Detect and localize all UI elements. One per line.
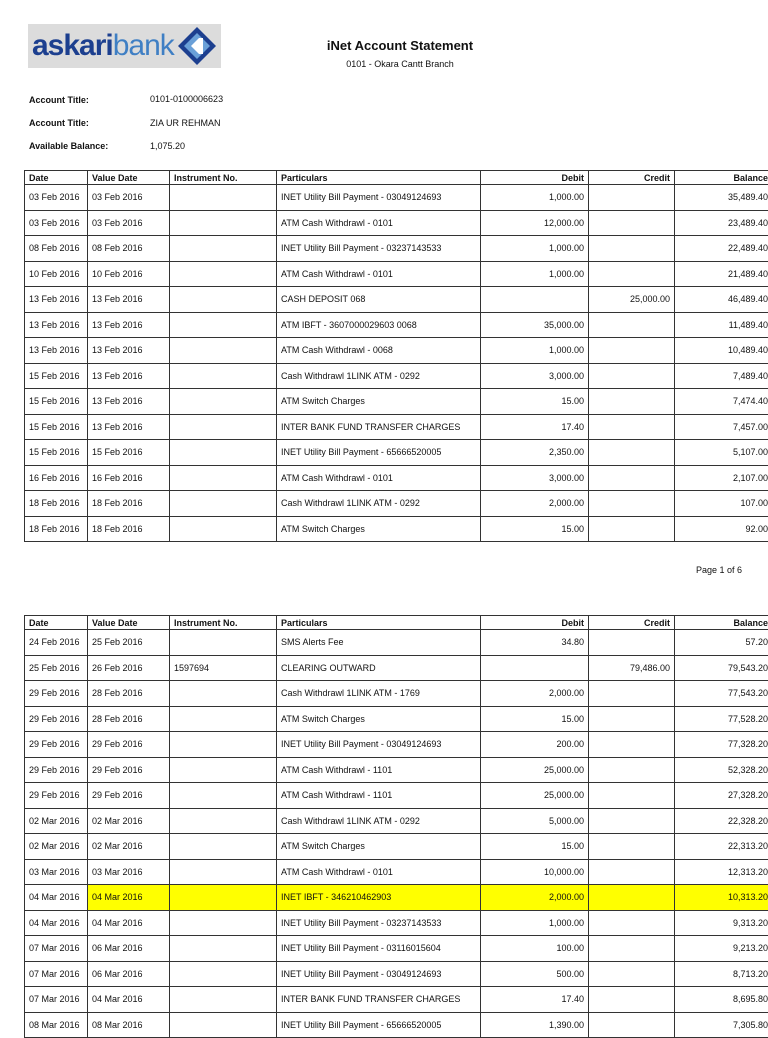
cell-instrument-no: [170, 389, 277, 415]
cell-debit: 3,000.00: [481, 363, 589, 389]
cell-value-date: 10 Feb 2016: [88, 261, 170, 287]
cell-debit: 5,000.00: [481, 808, 589, 834]
cell-instrument-no: [170, 630, 277, 656]
cell-instrument-no: [170, 732, 277, 758]
cell-credit: [589, 681, 675, 707]
cell-date: 15 Feb 2016: [25, 414, 88, 440]
cell-debit: 15.00: [481, 706, 589, 732]
column-header-instrument-no: Instrument No.: [170, 616, 277, 630]
table-row: [25, 389, 768, 415]
table-row: [25, 936, 768, 962]
table-row: [25, 185, 768, 211]
cell-debit: 15.00: [481, 389, 589, 415]
cell-balance: 35,489.40: [675, 185, 768, 211]
column-header-credit: Credit: [589, 171, 675, 185]
table-row: [25, 859, 768, 885]
cell-date: 02 Mar 2016: [25, 808, 88, 834]
table-row: [25, 987, 768, 1013]
column-header-debit: Debit: [481, 616, 589, 630]
cell-debit: 10,000.00: [481, 859, 589, 885]
column-header-credit: Credit: [589, 616, 675, 630]
cell-date: 07 Mar 2016: [25, 961, 88, 987]
table-row: [25, 961, 768, 987]
cell-date: 16 Feb 2016: [25, 465, 88, 491]
cell-particulars: ATM Cash Withdrawl - 0101: [277, 465, 481, 491]
cell-credit: [589, 630, 675, 656]
cell-balance: 77,528.20: [675, 706, 768, 732]
cell-instrument-no: 1597694: [170, 655, 277, 681]
cell-particulars: INET Utility Bill Payment - 03049124693: [277, 732, 481, 758]
table-row: [25, 261, 768, 287]
bank-logo: [28, 24, 221, 68]
cell-value-date: 03 Mar 2016: [88, 859, 170, 885]
column-header-value-date: Value Date: [88, 616, 170, 630]
cell-value-date: 13 Feb 2016: [88, 363, 170, 389]
cell-value-date: 26 Feb 2016: [88, 655, 170, 681]
cell-balance: 5,107.00: [675, 440, 768, 466]
cell-debit: 35,000.00: [481, 312, 589, 338]
cell-credit: [589, 261, 675, 287]
cell-credit: [589, 936, 675, 962]
cell-debit: [481, 655, 589, 681]
available-balance-value: 1,075.20: [150, 141, 185, 151]
cell-balance: 22,328.20: [675, 808, 768, 834]
cell-particulars: ATM Cash Withdrawl - 1101: [277, 783, 481, 809]
cell-particulars: INTER BANK FUND TRANSFER CHARGES: [277, 987, 481, 1013]
cell-instrument-no: [170, 261, 277, 287]
cell-balance: 22,489.40: [675, 236, 768, 262]
cell-instrument-no: [170, 910, 277, 936]
cell-particulars: ATM Cash Withdrawl - 0101: [277, 210, 481, 236]
cell-credit: [589, 185, 675, 211]
cell-particulars: Cash Withdrawl 1LINK ATM - 0292: [277, 808, 481, 834]
table-header-row: [25, 171, 768, 185]
cell-particulars: ATM Switch Charges: [277, 706, 481, 732]
cell-instrument-no: [170, 363, 277, 389]
cell-debit: 17.40: [481, 987, 589, 1013]
cell-date: 03 Feb 2016: [25, 185, 88, 211]
column-header-particulars: Particulars: [277, 616, 481, 630]
table-row: [25, 885, 768, 911]
cell-date: 04 Mar 2016: [25, 885, 88, 911]
account-number: 0101-0100006623: [150, 94, 223, 104]
cell-debit: 1,390.00: [481, 1012, 589, 1038]
cell-balance: 10,313.20: [675, 885, 768, 911]
cell-date: 04 Mar 2016: [25, 910, 88, 936]
table-row: [25, 465, 768, 491]
cell-particulars: INET Utility Bill Payment - 03116015604: [277, 936, 481, 962]
cell-instrument-no: [170, 338, 277, 364]
cell-debit: 1,000.00: [481, 236, 589, 262]
cell-credit: [589, 389, 675, 415]
cell-balance: 8,695.80: [675, 987, 768, 1013]
cell-debit: 2,000.00: [481, 681, 589, 707]
cell-credit: [589, 338, 675, 364]
table-row: [25, 655, 768, 681]
cell-value-date: 04 Mar 2016: [88, 910, 170, 936]
cell-particulars: ATM Switch Charges: [277, 389, 481, 415]
cell-instrument-no: [170, 808, 277, 834]
cell-particulars: INET Utility Bill Payment - 03237143533: [277, 236, 481, 262]
cell-date: 29 Feb 2016: [25, 732, 88, 758]
cell-value-date: 13 Feb 2016: [88, 414, 170, 440]
cell-instrument-no: [170, 287, 277, 313]
cell-debit: 100.00: [481, 936, 589, 962]
cell-balance: 77,543.20: [675, 681, 768, 707]
table-row: [25, 834, 768, 860]
cell-debit: 1,000.00: [481, 261, 589, 287]
cell-balance: 52,328.20: [675, 757, 768, 783]
cell-value-date: 06 Mar 2016: [88, 936, 170, 962]
cell-balance: 7,474.40: [675, 389, 768, 415]
cell-credit: [589, 210, 675, 236]
cell-date: 13 Feb 2016: [25, 312, 88, 338]
cell-particulars: INET Utility Bill Payment - 03049124693: [277, 961, 481, 987]
cell-particulars: ATM Cash Withdrawl - 0101: [277, 261, 481, 287]
cell-value-date: 02 Mar 2016: [88, 834, 170, 860]
cell-value-date: 06 Mar 2016: [88, 961, 170, 987]
cell-date: 15 Feb 2016: [25, 363, 88, 389]
table-row: [25, 783, 768, 809]
cell-instrument-no: [170, 414, 277, 440]
cell-balance: 22,313.20: [675, 834, 768, 860]
cell-credit: [589, 732, 675, 758]
cell-balance: 2,107.00: [675, 465, 768, 491]
cell-balance: 92.00: [675, 516, 768, 542]
cell-balance: 11,489.40: [675, 312, 768, 338]
cell-instrument-no: [170, 961, 277, 987]
cell-instrument-no: [170, 236, 277, 262]
table-row: [25, 630, 768, 656]
cell-date: 13 Feb 2016: [25, 338, 88, 364]
cell-particulars: ATM Switch Charges: [277, 516, 481, 542]
cell-debit: 2,000.00: [481, 885, 589, 911]
account-label-1: Account Title:: [29, 95, 89, 105]
cell-balance: 57.20: [675, 630, 768, 656]
cell-credit: [589, 859, 675, 885]
table-row: [25, 706, 768, 732]
cell-credit: 79,486.00: [589, 655, 675, 681]
cell-value-date: 29 Feb 2016: [88, 732, 170, 758]
cell-credit: [589, 414, 675, 440]
logo-emblem-icon: [177, 26, 217, 66]
cell-instrument-no: [170, 885, 277, 911]
cell-instrument-no: [170, 1012, 277, 1038]
transactions-table-page-2: [24, 615, 768, 1038]
cell-value-date: 03 Feb 2016: [88, 185, 170, 211]
cell-date: 15 Feb 2016: [25, 440, 88, 466]
cell-date: 08 Mar 2016: [25, 1012, 88, 1038]
cell-balance: 27,328.20: [675, 783, 768, 809]
cell-date: 07 Mar 2016: [25, 987, 88, 1013]
cell-debit: 1,000.00: [481, 185, 589, 211]
cell-particulars: CASH DEPOSIT 068: [277, 287, 481, 313]
cell-instrument-no: [170, 465, 277, 491]
cell-debit: 15.00: [481, 516, 589, 542]
cell-balance: 79,543.20: [675, 655, 768, 681]
column-header-instrument-no: Instrument No.: [170, 171, 277, 185]
account-label-2: Account Title:: [29, 118, 89, 128]
table-row: [25, 491, 768, 517]
cell-credit: [589, 757, 675, 783]
table-row: [25, 757, 768, 783]
cell-value-date: 04 Mar 2016: [88, 987, 170, 1013]
cell-balance: 12,313.20: [675, 859, 768, 885]
cell-value-date: 04 Mar 2016: [88, 885, 170, 911]
cell-credit: [589, 363, 675, 389]
cell-debit: 2,350.00: [481, 440, 589, 466]
cell-date: 29 Feb 2016: [25, 783, 88, 809]
cell-balance: 9,213.20: [675, 936, 768, 962]
cell-date: 02 Mar 2016: [25, 834, 88, 860]
cell-date: 03 Feb 2016: [25, 210, 88, 236]
cell-instrument-no: [170, 859, 277, 885]
branch-name: 0101 - Okara Cantt Branch: [250, 59, 550, 69]
cell-debit: 15.00: [481, 834, 589, 860]
cell-credit: [589, 987, 675, 1013]
cell-value-date: 25 Feb 2016: [88, 630, 170, 656]
cell-balance: 23,489.40: [675, 210, 768, 236]
cell-particulars: ATM Switch Charges: [277, 834, 481, 860]
table-row: [25, 312, 768, 338]
table-row: [25, 363, 768, 389]
cell-date: 03 Mar 2016: [25, 859, 88, 885]
cell-date: 15 Feb 2016: [25, 389, 88, 415]
cell-date: 18 Feb 2016: [25, 491, 88, 517]
table-row: [25, 338, 768, 364]
cell-particulars: INET Utility Bill Payment - 03237143533: [277, 910, 481, 936]
cell-date: 24 Feb 2016: [25, 630, 88, 656]
column-header-balance: Balance: [675, 616, 768, 630]
cell-value-date: 13 Feb 2016: [88, 338, 170, 364]
cell-value-date: 02 Mar 2016: [88, 808, 170, 834]
cell-instrument-no: [170, 706, 277, 732]
cell-date: 18 Feb 2016: [25, 516, 88, 542]
cell-balance: 46,489.40: [675, 287, 768, 313]
cell-credit: [589, 885, 675, 911]
cell-instrument-no: [170, 185, 277, 211]
cell-particulars: ATM Cash Withdrawl - 0101: [277, 859, 481, 885]
cell-credit: [589, 910, 675, 936]
cell-value-date: 03 Feb 2016: [88, 210, 170, 236]
cell-credit: [589, 808, 675, 834]
cell-particulars: ATM IBFT - 3607000029603 0068: [277, 312, 481, 338]
table-header-row: [25, 616, 768, 630]
cell-balance: 8,713.20: [675, 961, 768, 987]
cell-particulars: Cash Withdrawl 1LINK ATM - 1769: [277, 681, 481, 707]
cell-balance: 21,489.40: [675, 261, 768, 287]
cell-value-date: 13 Feb 2016: [88, 389, 170, 415]
page-number: Page 1 of 6: [696, 565, 742, 575]
cell-value-date: 29 Feb 2016: [88, 757, 170, 783]
statement-title: iNet Account Statement: [250, 38, 550, 53]
column-header-value-date: Value Date: [88, 171, 170, 185]
cell-balance: 9,313.20: [675, 910, 768, 936]
table-row: [25, 236, 768, 262]
table-row: [25, 910, 768, 936]
cell-date: 10 Feb 2016: [25, 261, 88, 287]
cell-balance: 77,328.20: [675, 732, 768, 758]
column-header-particulars: Particulars: [277, 171, 481, 185]
cell-value-date: 28 Feb 2016: [88, 706, 170, 732]
cell-balance: 7,457.00: [675, 414, 768, 440]
cell-credit: [589, 706, 675, 732]
available-balance-label: Available Balance:: [29, 141, 108, 151]
cell-date: 08 Feb 2016: [25, 236, 88, 262]
table-row: [25, 681, 768, 707]
table-row: [25, 287, 768, 313]
cell-credit: [589, 516, 675, 542]
cell-debit: 2,000.00: [481, 491, 589, 517]
cell-debit: 25,000.00: [481, 757, 589, 783]
cell-debit: 200.00: [481, 732, 589, 758]
cell-instrument-no: [170, 681, 277, 707]
cell-instrument-no: [170, 516, 277, 542]
cell-value-date: 13 Feb 2016: [88, 287, 170, 313]
cell-credit: [589, 834, 675, 860]
cell-date: 29 Feb 2016: [25, 706, 88, 732]
column-header-balance: Balance: [675, 171, 768, 185]
cell-date: 25 Feb 2016: [25, 655, 88, 681]
cell-credit: [589, 440, 675, 466]
cell-instrument-no: [170, 783, 277, 809]
table-row: [25, 1012, 768, 1038]
cell-particulars: INTER BANK FUND TRANSFER CHARGES: [277, 414, 481, 440]
table-row: [25, 808, 768, 834]
cell-instrument-no: [170, 834, 277, 860]
column-header-date: Date: [25, 616, 88, 630]
cell-value-date: 08 Mar 2016: [88, 1012, 170, 1038]
table-row: [25, 414, 768, 440]
cell-date: 13 Feb 2016: [25, 287, 88, 313]
cell-credit: [589, 783, 675, 809]
cell-date: 07 Mar 2016: [25, 936, 88, 962]
table-row: [25, 210, 768, 236]
cell-debit: 34.80: [481, 630, 589, 656]
cell-particulars: Cash Withdrawl 1LINK ATM - 0292: [277, 363, 481, 389]
cell-credit: [589, 1012, 675, 1038]
cell-particulars: INET Utility Bill Payment - 03049124693: [277, 185, 481, 211]
cell-particulars: INET IBFT - 346210462903: [277, 885, 481, 911]
cell-balance: 107.00: [675, 491, 768, 517]
cell-credit: 25,000.00: [589, 287, 675, 313]
column-header-date: Date: [25, 171, 88, 185]
cell-balance: 7,489.40: [675, 363, 768, 389]
cell-debit: 17.40: [481, 414, 589, 440]
cell-instrument-no: [170, 312, 277, 338]
cell-value-date: 29 Feb 2016: [88, 783, 170, 809]
cell-particulars: SMS Alerts Fee: [277, 630, 481, 656]
cell-credit: [589, 312, 675, 338]
cell-value-date: 13 Feb 2016: [88, 312, 170, 338]
table-row: [25, 732, 768, 758]
cell-instrument-no: [170, 210, 277, 236]
cell-value-date: 08 Feb 2016: [88, 236, 170, 262]
cell-balance: 7,305.80: [675, 1012, 768, 1038]
cell-balance: 10,489.40: [675, 338, 768, 364]
cell-debit: 12,000.00: [481, 210, 589, 236]
cell-value-date: 18 Feb 2016: [88, 516, 170, 542]
table-row: [25, 516, 768, 542]
cell-debit: 3,000.00: [481, 465, 589, 491]
cell-debit: 25,000.00: [481, 783, 589, 809]
cell-credit: [589, 491, 675, 517]
cell-particulars: INET Utility Bill Payment - 65666520005: [277, 1012, 481, 1038]
logo-wordmark: askaribank: [32, 31, 174, 61]
cell-date: 29 Feb 2016: [25, 681, 88, 707]
transactions-table-page-1: [24, 170, 768, 542]
cell-value-date: 16 Feb 2016: [88, 465, 170, 491]
cell-debit: 1,000.00: [481, 910, 589, 936]
cell-instrument-no: [170, 440, 277, 466]
cell-value-date: 18 Feb 2016: [88, 491, 170, 517]
cell-instrument-no: [170, 936, 277, 962]
cell-debit: 500.00: [481, 961, 589, 987]
cell-instrument-no: [170, 757, 277, 783]
cell-value-date: 15 Feb 2016: [88, 440, 170, 466]
cell-date: 29 Feb 2016: [25, 757, 88, 783]
cell-debit: [481, 287, 589, 313]
cell-particulars: Cash Withdrawl 1LINK ATM - 0292: [277, 491, 481, 517]
cell-credit: [589, 961, 675, 987]
cell-particulars: INET Utility Bill Payment - 65666520005: [277, 440, 481, 466]
cell-particulars: ATM Cash Withdrawl - 0068: [277, 338, 481, 364]
cell-credit: [589, 236, 675, 262]
cell-value-date: 28 Feb 2016: [88, 681, 170, 707]
column-header-debit: Debit: [481, 171, 589, 185]
table-row: [25, 440, 768, 466]
cell-instrument-no: [170, 491, 277, 517]
cell-particulars: ATM Cash Withdrawl - 1101: [277, 757, 481, 783]
cell-particulars: CLEARING OUTWARD: [277, 655, 481, 681]
cell-debit: 1,000.00: [481, 338, 589, 364]
account-holder-name: ZIA UR REHMAN: [150, 118, 221, 128]
cell-credit: [589, 465, 675, 491]
cell-instrument-no: [170, 987, 277, 1013]
